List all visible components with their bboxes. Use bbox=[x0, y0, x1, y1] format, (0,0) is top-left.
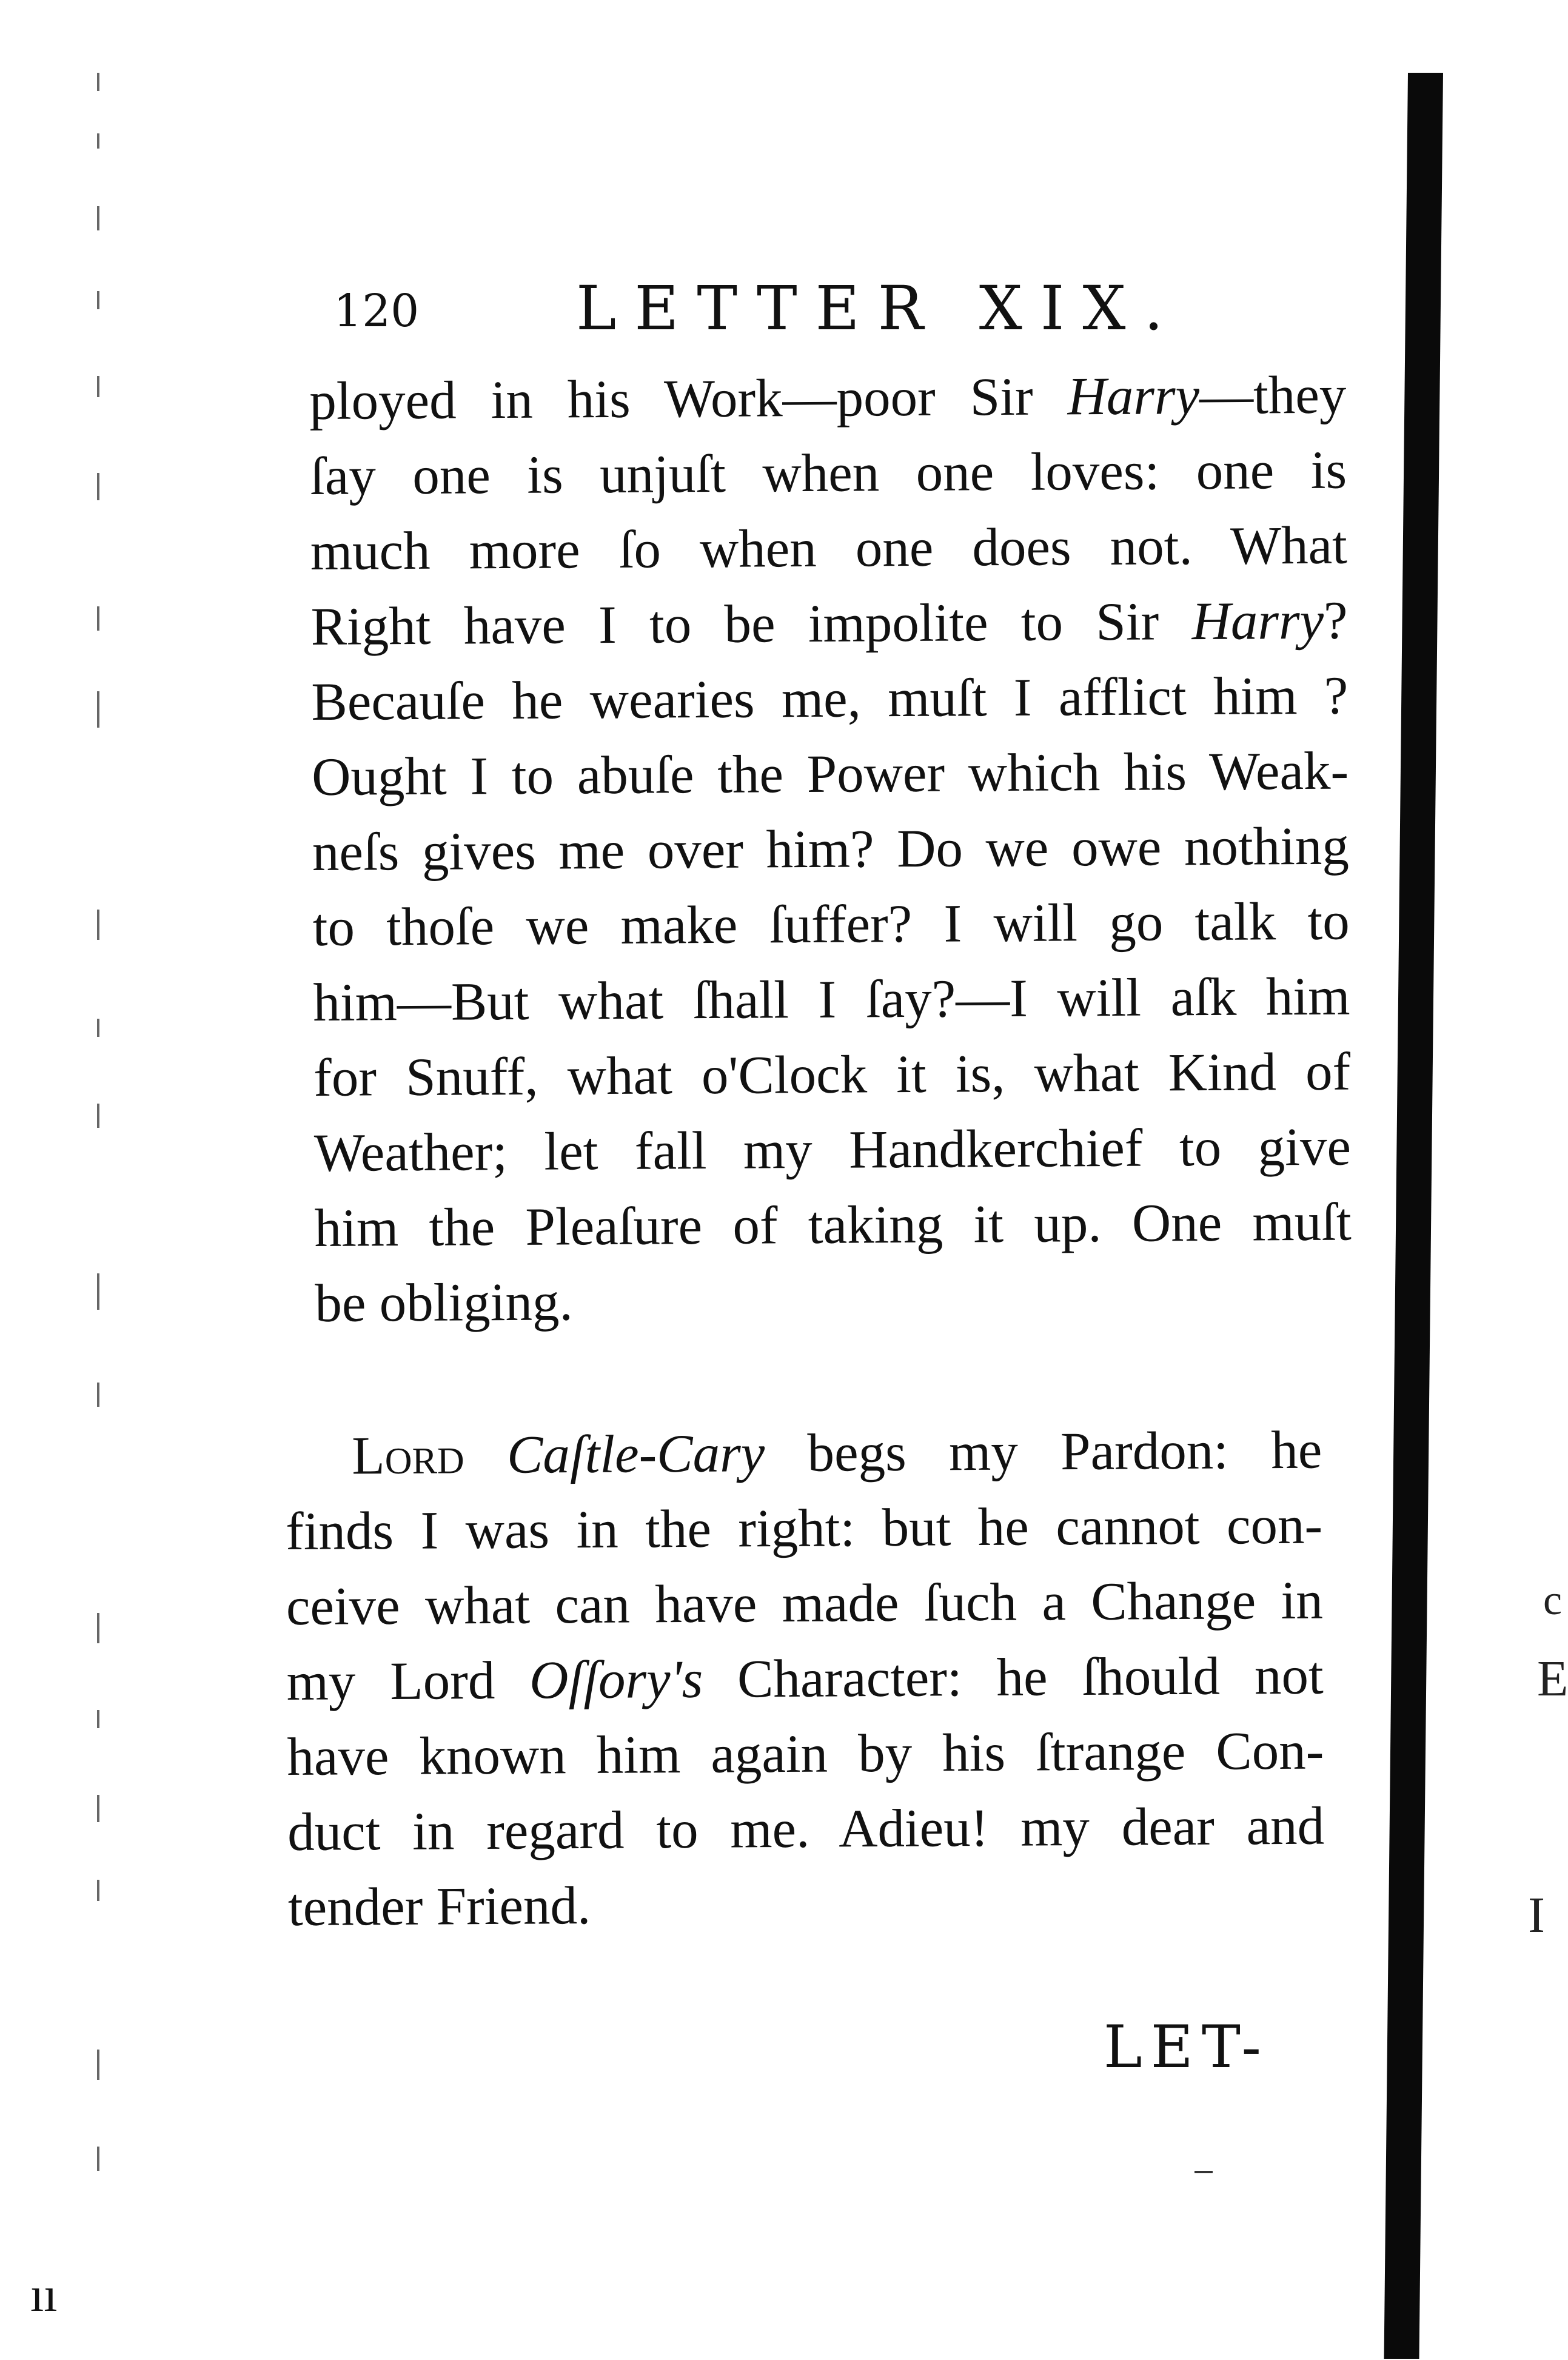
text-line: duct in regard to me. Adieu! my dear and bbox=[287, 1796, 1325, 1862]
text-line: tender Friend. bbox=[287, 1876, 591, 1937]
page-number: 120 bbox=[333, 285, 420, 337]
catchword: LET- bbox=[1104, 2013, 1270, 2081]
text-line: be obliging. bbox=[315, 1272, 573, 1333]
text-line: Ought I to abuſe the Power which his Weak- bbox=[311, 741, 1349, 807]
text-line bbox=[285, 1413, 1322, 1494]
text-line: for Snuff, what o'Clock it is, what Kind of bbox=[313, 1042, 1351, 1108]
text-run: ployed in his Work—poor Sir bbox=[309, 367, 1068, 431]
bottom-corner-mark: ıı bbox=[30, 2268, 58, 2322]
text-run: begs my Pardon: he bbox=[764, 1420, 1322, 1484]
gutter-specks bbox=[61, 61, 121, 2304]
text-line: much more ſo when one does not. What bbox=[310, 515, 1348, 582]
name-harry: Harry bbox=[1191, 591, 1324, 652]
name-castle-cary: Caſtle-Cary bbox=[506, 1424, 765, 1485]
text-line: him the Pleaſure of taking it up. One muſt bbox=[314, 1192, 1352, 1258]
edge-fragment: I bbox=[1528, 1887, 1545, 1943]
stray-mark bbox=[1194, 2171, 1213, 2173]
page-header bbox=[321, 273, 1243, 358]
running-head: LETTER XIX. bbox=[576, 273, 1182, 344]
text-line: finds I was in the right: but he cannot con- bbox=[285, 1495, 1323, 1561]
binding-edge bbox=[1384, 73, 1443, 2359]
text-line bbox=[286, 1638, 1324, 1720]
text-run: my Lord bbox=[286, 1651, 530, 1712]
paragraph-1 bbox=[309, 358, 1352, 1341]
lead-word: Lord bbox=[352, 1426, 464, 1486]
text-run: Character: he ſhould not bbox=[702, 1646, 1324, 1709]
text-line: him—But what ſhall I ſay?—I will aſk him bbox=[313, 967, 1350, 1033]
text-line: to thoſe we make ſuffer? I will go talk to bbox=[312, 891, 1350, 957]
name-harry: Harry bbox=[1067, 366, 1200, 427]
text-line: neſs gives me over him? Do we owe nothing bbox=[312, 816, 1350, 882]
text-line bbox=[309, 358, 1347, 439]
text-line: Weather; let fall my Handkerchief to give bbox=[313, 1117, 1352, 1183]
text-run: Right have I to be impolite to Sir bbox=[310, 592, 1192, 657]
text-line bbox=[310, 583, 1348, 665]
paragraph-2 bbox=[285, 1413, 1325, 1945]
edge-fragment: c bbox=[1543, 1577, 1563, 1624]
text-line: have known him again by his ſtrange Con- bbox=[287, 1721, 1324, 1787]
name-ossory: Oſſory's bbox=[529, 1649, 703, 1711]
edge-fragment: E bbox=[1537, 1651, 1568, 1707]
text-line: ſay one is unjuſt when one loves: one is bbox=[309, 440, 1347, 506]
text-run: ? bbox=[1323, 591, 1348, 651]
text-line: ceive what can have made ſuch a Change in bbox=[286, 1571, 1324, 1637]
text-line: Becauſe he wearies me, muſt I afflict him ? bbox=[311, 666, 1349, 732]
text-run: —they bbox=[1199, 365, 1347, 426]
